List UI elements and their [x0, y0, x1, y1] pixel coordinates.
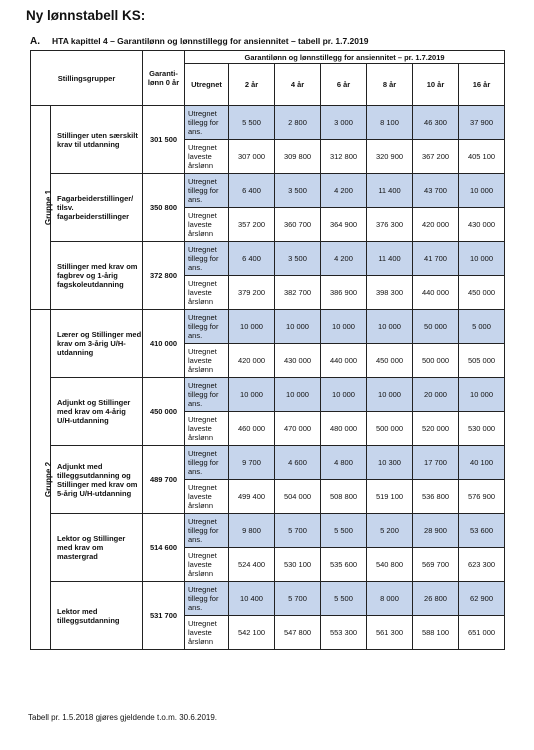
salary-table: [30, 50, 505, 650]
laveste-cell: 405 100: [459, 140, 505, 174]
laveste-cell: 540 800: [367, 548, 413, 582]
row-label-tillegg: Utregnet tillegg for ans.: [185, 310, 229, 344]
tillegg-cell: 50 000: [413, 310, 459, 344]
laveste-cell: 307 000: [229, 140, 275, 174]
job-title: Adjunkt og Stillinger med krav om 4-årig U/H-utdanning: [51, 378, 143, 446]
section-letter: A.: [30, 36, 40, 47]
tillegg-cell: 8 000: [367, 582, 413, 616]
laveste-cell: 480 000: [321, 412, 367, 446]
group-cell: [31, 106, 54, 310]
laveste-cell: 499 400: [229, 480, 275, 514]
laveste-cell: 357 200: [229, 208, 275, 242]
tillegg-cell: 40 100: [459, 446, 505, 480]
job-title: Lektor med tilleggsutdanning: [51, 582, 143, 650]
laveste-cell: 360 700: [275, 208, 321, 242]
laveste-cell: 519 100: [367, 480, 413, 514]
row-label-tillegg: Utregnet tillegg for ans.: [185, 106, 229, 140]
tillegg-cell: 10 400: [229, 582, 275, 616]
tillegg-cell: 2 800: [275, 106, 321, 140]
row-label-laveste: Utregnet laveste årslønn: [185, 140, 229, 174]
header-main: Garantilønn og lønnstillegg for ansiennitet – pr. 1.7.2019: [185, 51, 505, 64]
tillegg-cell: 5 000: [459, 310, 505, 344]
tillegg-cell: 10 000: [229, 378, 275, 412]
job-title: Stillinger uten særskilt krav til utdanning: [51, 106, 143, 174]
row-label-laveste: Utregnet laveste årslønn: [185, 616, 229, 650]
tillegg-cell: 10 000: [229, 310, 275, 344]
tillegg-cell: 10 000: [321, 310, 367, 344]
row-label-tillegg: Utregnet tillegg for ans.: [185, 582, 229, 616]
tillegg-cell: 5 700: [275, 582, 321, 616]
row-label-laveste: Utregnet laveste årslønn: [185, 276, 229, 310]
group-label: Gruppe 1: [44, 189, 54, 226]
tillegg-cell: 5 200: [367, 514, 413, 548]
tillegg-cell: 43 700: [413, 174, 459, 208]
garantilonn-value: 410 000: [143, 310, 185, 378]
laveste-cell: 547 800: [275, 616, 321, 650]
tillegg-cell: 10 300: [367, 446, 413, 480]
garantilonn-value: 489 700: [143, 446, 185, 514]
table-row: [31, 310, 505, 344]
tillegg-cell: 10 000: [459, 174, 505, 208]
header-year: 2 år: [229, 64, 275, 106]
laveste-cell: 505 000: [459, 344, 505, 378]
laveste-cell: 530 000: [459, 412, 505, 446]
laveste-cell: 379 200: [229, 276, 275, 310]
tillegg-cell: 10 000: [367, 310, 413, 344]
tillegg-cell: 4 200: [321, 242, 367, 276]
tillegg-cell: 11 400: [367, 242, 413, 276]
row-label-tillegg: Utregnet tillegg for ans.: [185, 174, 229, 208]
laveste-cell: 450 000: [459, 276, 505, 310]
tillegg-cell: 5 700: [275, 514, 321, 548]
tillegg-cell: 3 000: [321, 106, 367, 140]
tillegg-cell: 6 400: [229, 174, 275, 208]
tillegg-cell: 62 900: [459, 582, 505, 616]
row-label-laveste: Utregnet laveste årslønn: [185, 548, 229, 582]
laveste-cell: 430 000: [459, 208, 505, 242]
laveste-cell: 588 100: [413, 616, 459, 650]
section-heading: [30, 36, 368, 47]
laveste-cell: 420 000: [413, 208, 459, 242]
laveste-cell: 508 800: [321, 480, 367, 514]
row-label-tillegg: Utregnet tillegg for ans.: [185, 446, 229, 480]
laveste-cell: 450 000: [367, 344, 413, 378]
laveste-cell: 542 100: [229, 616, 275, 650]
tillegg-cell: 46 300: [413, 106, 459, 140]
tillegg-cell: 8 100: [367, 106, 413, 140]
header-year: 6 år: [321, 64, 367, 106]
header-utregnet: Utregnet: [185, 64, 229, 106]
header-year: 4 år: [275, 64, 321, 106]
table-row: [31, 378, 505, 412]
laveste-cell: 376 300: [367, 208, 413, 242]
document-title: Ny lønnstabell KS:: [26, 8, 146, 23]
job-title: Lektor og Stillinger med krav om mastergrad: [51, 514, 143, 582]
tillegg-cell: 5 500: [321, 582, 367, 616]
table-row: [31, 582, 505, 616]
tillegg-cell: 53 600: [459, 514, 505, 548]
garantilonn-value: 450 000: [143, 378, 185, 446]
tillegg-cell: 28 900: [413, 514, 459, 548]
row-label-laveste: Utregnet laveste årslønn: [185, 412, 229, 446]
laveste-cell: 440 000: [413, 276, 459, 310]
tillegg-cell: 41 700: [413, 242, 459, 276]
laveste-cell: 553 300: [321, 616, 367, 650]
tillegg-cell: 5 500: [321, 514, 367, 548]
tillegg-cell: 6 400: [229, 242, 275, 276]
tillegg-cell: 10 000: [321, 378, 367, 412]
tillegg-cell: 10 000: [459, 242, 505, 276]
laveste-cell: 651 000: [459, 616, 505, 650]
row-label-tillegg: Utregnet tillegg for ans.: [185, 242, 229, 276]
tillegg-cell: 4 800: [321, 446, 367, 480]
group-cell: [31, 310, 54, 650]
tillegg-cell: 3 500: [275, 174, 321, 208]
tillegg-cell: 9 800: [229, 514, 275, 548]
table-body: [31, 106, 505, 650]
garantilonn-value: 350 800: [143, 174, 185, 242]
laveste-cell: 382 700: [275, 276, 321, 310]
table-row: [31, 106, 505, 140]
tillegg-cell: 4 600: [275, 446, 321, 480]
section-title-text: HTA kapittel 4 – Garantilønn og lønnstillegg for ansiennitet – tabell pr. 1.7.2019: [52, 36, 369, 46]
laveste-cell: 530 100: [275, 548, 321, 582]
tillegg-cell: 9 700: [229, 446, 275, 480]
table-row: [31, 514, 505, 548]
header-stillingsgrupper: Stillingsgrupper: [31, 51, 143, 106]
laveste-cell: 569 700: [413, 548, 459, 582]
laveste-cell: 320 900: [367, 140, 413, 174]
laveste-cell: 398 300: [367, 276, 413, 310]
table-row: [31, 446, 505, 480]
header-garantilonn: Garanti-lønn 0 år: [143, 51, 185, 106]
laveste-cell: 561 300: [367, 616, 413, 650]
row-label-laveste: Utregnet laveste årslønn: [185, 208, 229, 242]
job-title: Stillinger med krav om fagbrev og 1-årig fagskoleutdanning: [51, 242, 143, 310]
job-title: Lærer og Stillinger med krav om 3-årig U/H-utdanning: [51, 310, 143, 378]
laveste-cell: 470 000: [275, 412, 321, 446]
garantilonn-value: 301 500: [143, 106, 185, 174]
laveste-cell: 535 600: [321, 548, 367, 582]
laveste-cell: 430 000: [275, 344, 321, 378]
row-label-tillegg: Utregnet tillegg for ans.: [185, 514, 229, 548]
laveste-cell: 524 400: [229, 548, 275, 582]
tillegg-cell: 11 400: [367, 174, 413, 208]
tillegg-cell: 10 000: [275, 310, 321, 344]
tillegg-cell: 4 200: [321, 174, 367, 208]
tillegg-cell: 37 900: [459, 106, 505, 140]
laveste-cell: 420 000: [229, 344, 275, 378]
garantilonn-value: 531 700: [143, 582, 185, 650]
laveste-cell: 367 200: [413, 140, 459, 174]
row-label-laveste: Utregnet laveste årslønn: [185, 344, 229, 378]
laveste-cell: 386 900: [321, 276, 367, 310]
laveste-cell: 312 800: [321, 140, 367, 174]
tillegg-cell: 5 500: [229, 106, 275, 140]
job-title: Fagarbeiderstillinger/ tilsv. fagarbeiderstillinger: [51, 174, 143, 242]
footnote: Tabell pr. 1.5.2018 gjøres gjeldende t.o.m. 30.6.2019.: [28, 713, 218, 722]
garantilonn-value: 514 600: [143, 514, 185, 582]
header-year: 16 år: [459, 64, 505, 106]
laveste-cell: 520 000: [413, 412, 459, 446]
tillegg-cell: 17 700: [413, 446, 459, 480]
laveste-cell: 309 800: [275, 140, 321, 174]
tillegg-cell: 10 000: [275, 378, 321, 412]
table-row: [31, 174, 505, 208]
group-label: Gruppe 2: [44, 461, 54, 498]
tillegg-cell: 10 000: [459, 378, 505, 412]
laveste-cell: 576 900: [459, 480, 505, 514]
table-row: [31, 242, 505, 276]
job-title: Adjunkt med tilleggsutdanning og Stillinger med krav om 5-årig U/H-utdanning: [51, 446, 143, 514]
header-year: 8 år: [367, 64, 413, 106]
laveste-cell: 536 800: [413, 480, 459, 514]
laveste-cell: 500 000: [413, 344, 459, 378]
laveste-cell: 364 900: [321, 208, 367, 242]
header-year: 10 år: [413, 64, 459, 106]
laveste-cell: 460 000: [229, 412, 275, 446]
tillegg-cell: 10 000: [367, 378, 413, 412]
tillegg-cell: 26 800: [413, 582, 459, 616]
laveste-cell: 504 000: [275, 480, 321, 514]
row-label-tillegg: Utregnet tillegg for ans.: [185, 378, 229, 412]
tillegg-cell: 20 000: [413, 378, 459, 412]
laveste-cell: 440 000: [321, 344, 367, 378]
laveste-cell: 623 300: [459, 548, 505, 582]
row-label-laveste: Utregnet laveste årslønn: [185, 480, 229, 514]
garantilonn-value: 372 800: [143, 242, 185, 310]
tillegg-cell: 3 500: [275, 242, 321, 276]
laveste-cell: 500 000: [367, 412, 413, 446]
